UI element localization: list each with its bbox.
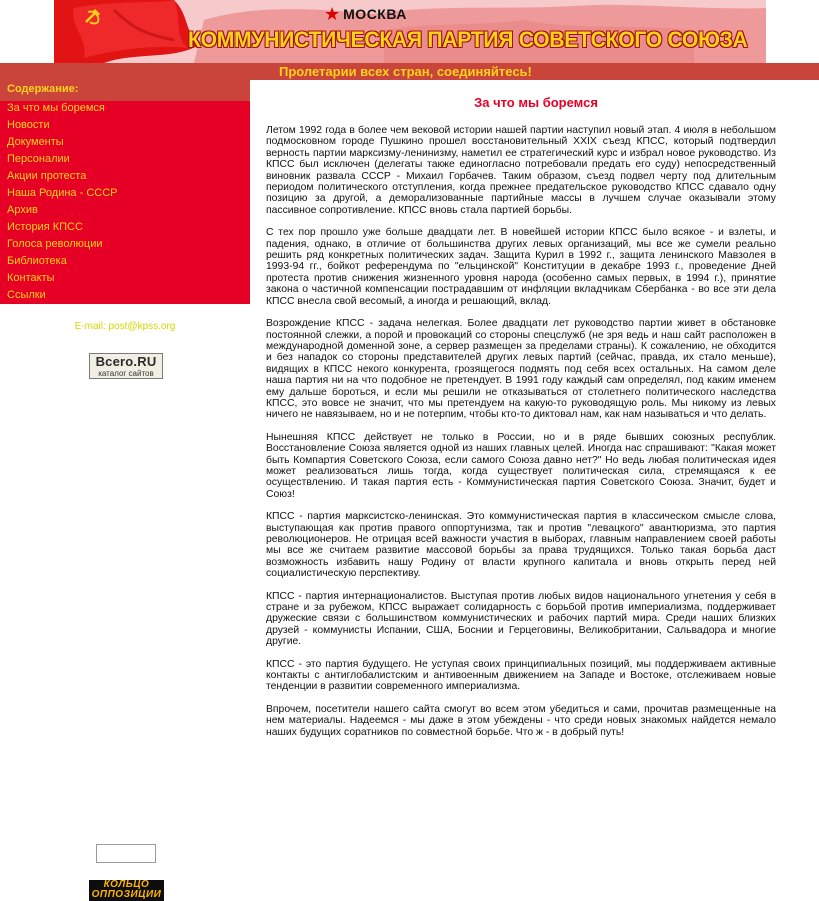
sidebar-nav (0, 101, 250, 304)
sidebar-item-history[interactable]: История КПСС (7, 221, 83, 233)
sidebar-item-personalities[interactable]: Персоналии (7, 153, 70, 165)
sidebar-title: Содержание: (7, 83, 79, 95)
article-paragraph: КПСС - партия марксистско-ленинская. Это коммунистическая партия в классическом смысле слова, выступающая как против правого оппортунизма, так и против "левацкого" авантюризма, это партия революционеров. Не отрицая всей важности участия в выборах, главным направлением своей работы мы все же считаем развитие массовой борьбы за права трудящихся. Только такая борьба даст возможность избавить нашу Родину от власти крупного капитала и вновь открыть перед ней социалистическую перспективу. (266, 511, 776, 580)
sidebar-item-documents[interactable]: Документы (7, 136, 64, 148)
slogan-text: Пролетарии всех стран, соединяйтесь! (279, 64, 532, 79)
vsego-caption: каталог сайтов (98, 369, 154, 378)
sidebar-item-protests[interactable]: Акции протеста (7, 170, 87, 182)
ring-line1: КОЛЬЦО (103, 880, 150, 890)
city-label (324, 5, 407, 23)
main-article (266, 125, 776, 749)
article-paragraph: Впрочем, посетители нашего сайта смогут во всем этом убедиться и сами, прочитав размещенные на нем материалы. Надеемся - мы даже в этом убеждены - что среди новых знакомых найдется немало наших будущих соратников по совместной борьбе. Что ж - в добрый путь! (266, 703, 776, 738)
article-paragraph: Возрождение КПСС - задача нелегкая. Более двадцати лет руководство партии живет в обстановке постоянной слежки, а порой и провокаций со стороны спецслужб (не зря ведь и наш сайт расположен в международной доменной зоне, а сервер размещен за пределами страны). К сожалению, не обходится и без нападок со стороны представителей других левых партий (сейчас, правда, их стало меньше), видящих в КПСС некого конкурента, грозящегося подмять под себя всех остальных. На самом деле наша партия ни на что подобное не претендует. В 1991 году каждый сам определял, под каким именем ему дальше бороться, и если мы решили не отказываться от столетнего политического наследства КПСС, это вовсе не значит, что мы претендуем на какую-то руководящую роль. Мы никому из левых ничего не навязываем, но и не потерпим, чтобы кто-то диктовал нам, как нам называться и что делать. (266, 318, 776, 421)
city-name: МОСКВА (343, 6, 407, 22)
page-title: За что мы боремся (474, 95, 598, 110)
article-paragraph: КПСС - партия интернационалистов. Выступая против любых видов национального угнетения у себя в стране и за рубежом, КПСС выражает солидарность с борьбой против империализма, поддерживает дружеские связи с большинством коммунистических и рабочих партий мира. Среди наших близких друзей - коммунисты Испании, США, Боснии и Герцеговины, Великобритании, Сальвадора и многие другие. (266, 590, 776, 648)
sidebar-item-news[interactable]: Новости (7, 119, 50, 131)
counter-image-placeholder[interactable] (96, 844, 156, 863)
sidebar-item-why-we-fight[interactable]: За что мы боремся (7, 102, 105, 114)
sidebar-item-links[interactable]: Ссылки (7, 289, 46, 301)
sidebar-item-library[interactable]: Библиотека (7, 255, 67, 267)
email-link[interactable]: E-mail: post@kpss.org (74, 321, 176, 332)
vsego-catalog-badge[interactable] (89, 353, 163, 379)
sidebar-item-ussr[interactable]: Наша Родина - СССР (7, 187, 118, 199)
article-paragraph: Нынешняя КПСС действует не только в России, но и в ряде бывших союзных республик. Восстановление Союза является одной из наших главных целей. Иногда нас спрашивают: "Какая может быть Компартия Советского Союза, если самого Союза давно нет?" Но ведь любая политическая идея может реализоваться лишь тогда, когда существует политическая сила, стремящаяся к ее осуществлению. И такая партия есть - Коммунистическая партия Советского Союза. Значит, будет и Союз! (266, 431, 776, 500)
vsego-brand: Bcero.RU (95, 354, 157, 369)
sidebar-item-voices[interactable]: Голоса революции (7, 238, 103, 250)
slogan-bar (0, 63, 819, 80)
sidebar-item-archive[interactable]: Архив (7, 204, 38, 216)
ring-line2: ОППОЗИЦИИ (91, 889, 162, 900)
opposition-ring-badge[interactable] (89, 880, 164, 901)
sidebar-item-contacts[interactable]: Контакты (7, 272, 55, 284)
party-title: КОММУНИСТИЧЕСКАЯ ПАРТИЯ СОВЕТСКОГО СОЮЗА (188, 27, 748, 52)
article-paragraph: КПСС - это партия будущего. Не уступая своих принципиальных позиций, мы поддерживаем активные контакты с антиглобалистским и антивоенным движением на Западе и Востоке, отслеживаем новые тенденции в развитии современного империализма. (266, 658, 776, 693)
header-banner (54, 0, 766, 63)
sidebar-header (0, 80, 250, 101)
article-paragraph: Летом 1992 года в более чем вековой истории нашей партии наступил новый этап. 4 июля в небольшом подмосковном городе Пушкино прошел восстановительный XXIX съезд КПСС, который подтвердил верность партии марксизму-ленинизму, наметил ее стратегический курс и избрал новое руководство. Из КПСС был исключен (делегаты также единогласно потребовали предать его суду) непосредственный виновник развала СССР - Михаил Горбачев. Таким образом, съезд подвел черту под длительным периодом политического отступления, когда прежнее предательское руководство КПСС сдавало одну позицию за другой, а деморализованные партийные массы в лучшем случае оказывали этому пассивное сопротивление. КПСС вновь стала партией борьбы. (266, 125, 776, 216)
article-paragraph: С тех пор прошло уже больше двадцати лет. В новейшей истории КПСС было всякое - и взлеты, и падения, однако, в отличие от большинства других левых организаций, мы все же сумели реально решить ряд конкретных политических задач. Защита Курил в 1992 г., защита ленинского Мавзолея в 1993-94 гг., бойкот референдума по "ельцинской" Конституции в декабре 1993 г., проведение Дней протеста против снижения жизненного уровня народа (особенно самых первых, в 1994 г.), принятие закона о частичной компенсации пострадавшим от инфляции вкладчикам Сбербанка - во все эти дела КПСС внесла свой весомый, а иногда и решающий, вклад. (266, 227, 776, 307)
red-star-icon: ★ (324, 4, 341, 24)
